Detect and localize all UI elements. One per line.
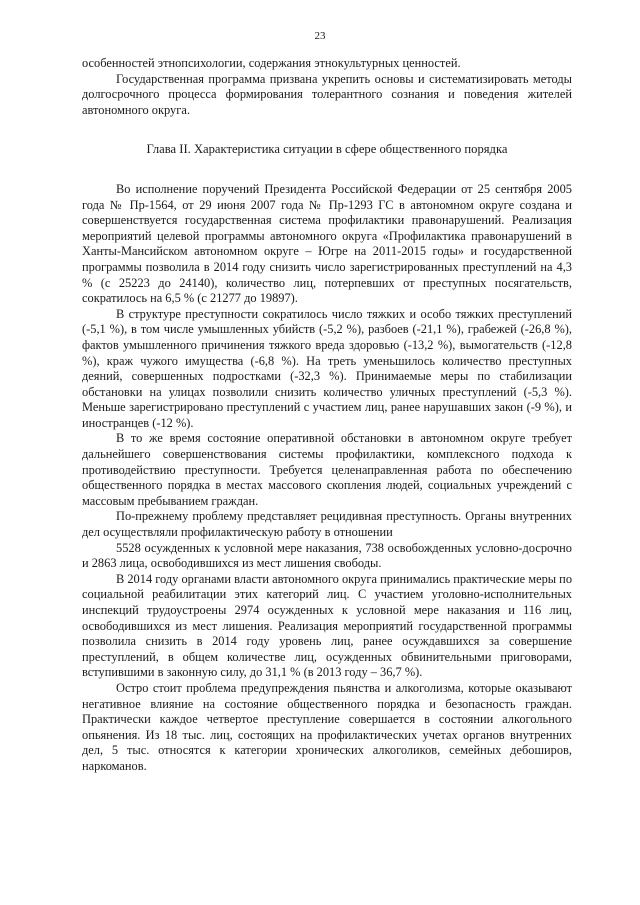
paragraph-operational-situation: В то же время состояние оперативной обстановки в автономном округе требует дальнейшего совершенствования системы профилактики, комплексного подхода к противодействию преступности. Требуется целенаправленная работа по обеспечению общественного порядка в местах массового скопления людей, социальных учреждений с массовым пребыванием граждан. [82, 431, 572, 508]
paragraph-crime-structure: В структуре преступности сократилось число тяжких и особо тяжких преступлений (-5,1 %), в том числе умышленных убийств (-5,2 %), разбоев (-21,1 %), грабежей (-26,8 %), фактов умышленного причинения тяжкого вреда здоровью (-13,2 %), вымогательств (-12,8 %), краж чужого имущества (-6,8 %). На треть уменьшилось количество преступных деяний, совершенных подростками (-32,3 %). Принимаемые меры по стабилизации обстановки на улицах позволили снизить количество уличных преступлений (-5,3 %). Меньше зарегистрировано преступлений с участием лиц, ранее нарушавших закон (-9 %), и иностранцев (-12 %). [82, 306, 572, 430]
paragraph-continuation: особенностей этнопсихологии, содержания этнокультурных ценностей. [82, 56, 461, 70]
document-body [82, 56, 572, 775]
paragraph-presidential-orders: Во исполнение поручений Президента Российской Федерации от 25 сентября 2005 года № Пр-1564, от 29 июня 2007 года № Пр-1293 ГС в автономном округе создана и совершенствуется государственная система профилактики правонарушений. Реализация мероприятий целевой программы автономного округа «Профилактика правонарушений в Ханты-Мансийском автономном округе – Югре на 2011-2015 годы» и государственной программы позволила в 2014 году снизить число зарегистрированных преступлений на 4,3 % (с 25223 до 24140), количество лиц, потерпевших от преступных посягательств, сократилось на 6,5 % (с 21277 до 19897). [82, 181, 572, 306]
paragraph-convicts-count: 5528 осужденных к условной мере наказания, 738 освобожденных условно-досрочно и 2863 лица, освободившихся из мест лишения свободы. [82, 540, 572, 571]
chapter-heading: Глава II. Характеристика ситуации в сфере общественного порядка [146, 142, 508, 157]
paragraph-rehabilitation: В 2014 году органами власти автономного округа принимались практические меры по социальной реабилитации этих категорий лиц. С участием уголовно-исполнительных инспекций трудоустроены 2974 осужденных к условной мере наказания и 116 лиц, освободившихся из мест лишения. Реализация мероприятий государственной программы позволила снизить в 2014 году уровень лиц, ранее осуждавшихся за совершение преступлений, в общем количестве лиц, осужденных обвинительными приговорами, вступившими в законную силу, до 31,1 % (в 2013 году – 36,7 %). [82, 571, 573, 680]
paragraph-alcoholism: Остро стоит проблема предупреждения пьянства и алкоголизма, которые оказывают негативное влияние на состояние общественного порядка и безопасность граждан. Практически каждое четвертое преступление совершается в состоянии алкогольного опьянения. Из 18 тыс. лиц, состоящих на профилактических учетах органов внутренних дел, 5 тыс. относятся к категории хронических алкоголиков, семейных дебоширов, наркоманов. [82, 680, 572, 773]
paragraph-recidivism: По-прежнему проблему представляет рецидивная преступность. Органы внутренних дел осуществляли профилактическую работу в отношении [82, 509, 572, 540]
paragraph-program-purpose: Государственная программа призвана укрепить основы и систематизировать методы долгосрочного процесса формирования толерантного сознания и поведения жителей автономного округа. [82, 71, 572, 117]
page-number: 23 [314, 30, 326, 42]
